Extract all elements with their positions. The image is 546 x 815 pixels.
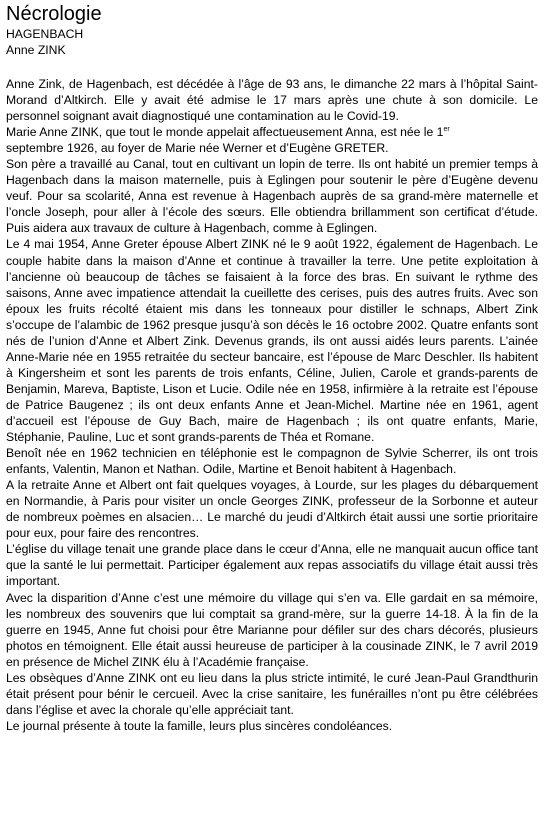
paragraph-birth-continued: septembre 1926, au foyer de Marie née Werner et d’Eugène GRETER. bbox=[6, 141, 389, 156]
paragraph-marriage-family: Le 4 mai 1954, Anne Greter épouse Albert ZINK né le 9 août 1922, également de Hagenbach. Le couple habite dans la maison d’Anne et continue à travailler la terre. Une petite exploitation à l’ancienne où beaucoup de tâches se faisaient à la force des bras. En suivant le rythme des saisons, Anne avec impatience attendait la cueillette des cerises, puis des autres fruits. Avec son époux les fruits récolté étaient mis dans les tonneaux pour distiller le schnaps, Albert Zink s’occupe de l’alambic de 1962 presque jusqu’à son décès le 16 octobre 2002. Quatre enfants sont nés de l’union d’Anne et Albert Zink. Devenus grands, ils ont aussi aidés leurs parents. L’ainée Anne-Marie née en 1955 retraitée du secteur bancaire, est l’épouse de Marc Deschler. Ils habitent à Kingersheim et sont les parents de trois enfants, Céline, Julien, Carole et grands-parents de Benjamin, Mareva, Baptiste, Lison et Lucie. Odile née en 1958, infirmière à la retraite est l’épouse de Patrice Baugenez ; ils ont deux enfants Anne et Jean-Michel. Martine née en 1961, agent d’accueil est l’épouse de Guy Bach, maire de Hagenbach ; ils ont quatre enfants, Marie, Stéphanie, Pauline, Luc et sont grands-parents de Théa et Romane. bbox=[6, 237, 538, 445]
paragraph-birth bbox=[6, 124, 538, 140]
paragraph-memory: Avec la disparition d’Anne c’est une mémoire du village qui s’en va. Elle gardait en sa mémoire, les nombreux des souvenirs que lui comptait sa grand-mère, sur la guerre 14-18. À la fin de la guerre en 1945, Anne fut choisi pour être Marianne pour défiler sur des chars décorés, plusieurs photos en témoignent. Elle était aussi heureuse de participer à la cousinade ZINK, le 7 avril 2019 en présence de Michel ZINK élu à l’Académie française. bbox=[6, 590, 538, 669]
ordinal-superscript: er bbox=[443, 126, 450, 134]
deceased-name: Anne ZINK bbox=[6, 43, 66, 57]
document-page bbox=[6, 2, 538, 734]
place-name: HAGENBACH bbox=[6, 27, 84, 41]
paragraph-death-notice: Anne Zink, de Hagenbach, est décédée à l’âge de 93 ans, le dimanche 22 mars à l’hôpital Saint-Morand d’Altkirch. Elle y avait été admise le 17 mars après une chute à son domicile. Le personnel soignant avait diagnostiqué une contamination au le Covid-19. bbox=[6, 77, 538, 124]
paragraph-church: L’église du village tenait une grande place dans le cœur d’Anna, elle ne manquait aucun office tant que la santé le lui permettait. Participer également aux repas associatifs du village était aussi très important. bbox=[6, 542, 538, 589]
paragraph-condolences: Le journal présente à toute la famille, leurs plus sincères condoléances. bbox=[6, 718, 393, 733]
paragraph-benoit: Benoît née en 1962 technicien en téléphonie est le compagnon de Sylvie Scherrer, ils ont trois enfants, Valentin, Manon et Nathan. Odile, Martine et Benoit habitent à Hagenbach. bbox=[6, 446, 538, 477]
paragraph-retirement: A la retraite Anne et Albert ont fait quelques voyages, à Lourde, sur les plages du débarquement en Normandie, à Paris pour visiter un oncle Georges ZINK, professeur de la Sorbonne et auteur de nombreux poèmes en alsacien… Le marché du jeudi d’Altkirch était aussi une sortie prioritaire pour eux, pour faire des rencontres. bbox=[6, 478, 538, 541]
birth-text: Marie Anne ZINK, que tout le monde appelait affectueusement Anna, est née le 1 bbox=[6, 125, 444, 140]
paragraph-funeral: Les obsèques d’Anne ZINK ont eu lieu dans la plus stricte intimité, le curé Jean-Paul Grandthurin était présent pour bénir le cercueil. Avec la crise sanitaire, les funérailles n’ont pu être célébrées dans l’église et avec la chorale qu’elle appréciait tant. bbox=[6, 670, 538, 717]
paragraph-childhood: Son père a travaillé au Canal, tout en cultivant un lopin de terre. Ils ont habité un premier temps à Hagenbach dans la maison maternelle, puis à Eglingen pour soutenir le père d’Eugène devenu veuf. Pour sa scolarité, Anna est revenue à Hagenbach auprès de sa grand-mère maternelle et l’oncle Joseph, pour aller à l’école des sœurs. Elle obtiendra brillamment son certificat d’étude. Puis aidera aux travaux de culture à Hagenbach, comme à Eglingen. bbox=[6, 157, 538, 236]
page-title: Nécrologie bbox=[6, 3, 102, 25]
blank-line bbox=[6, 58, 538, 76]
